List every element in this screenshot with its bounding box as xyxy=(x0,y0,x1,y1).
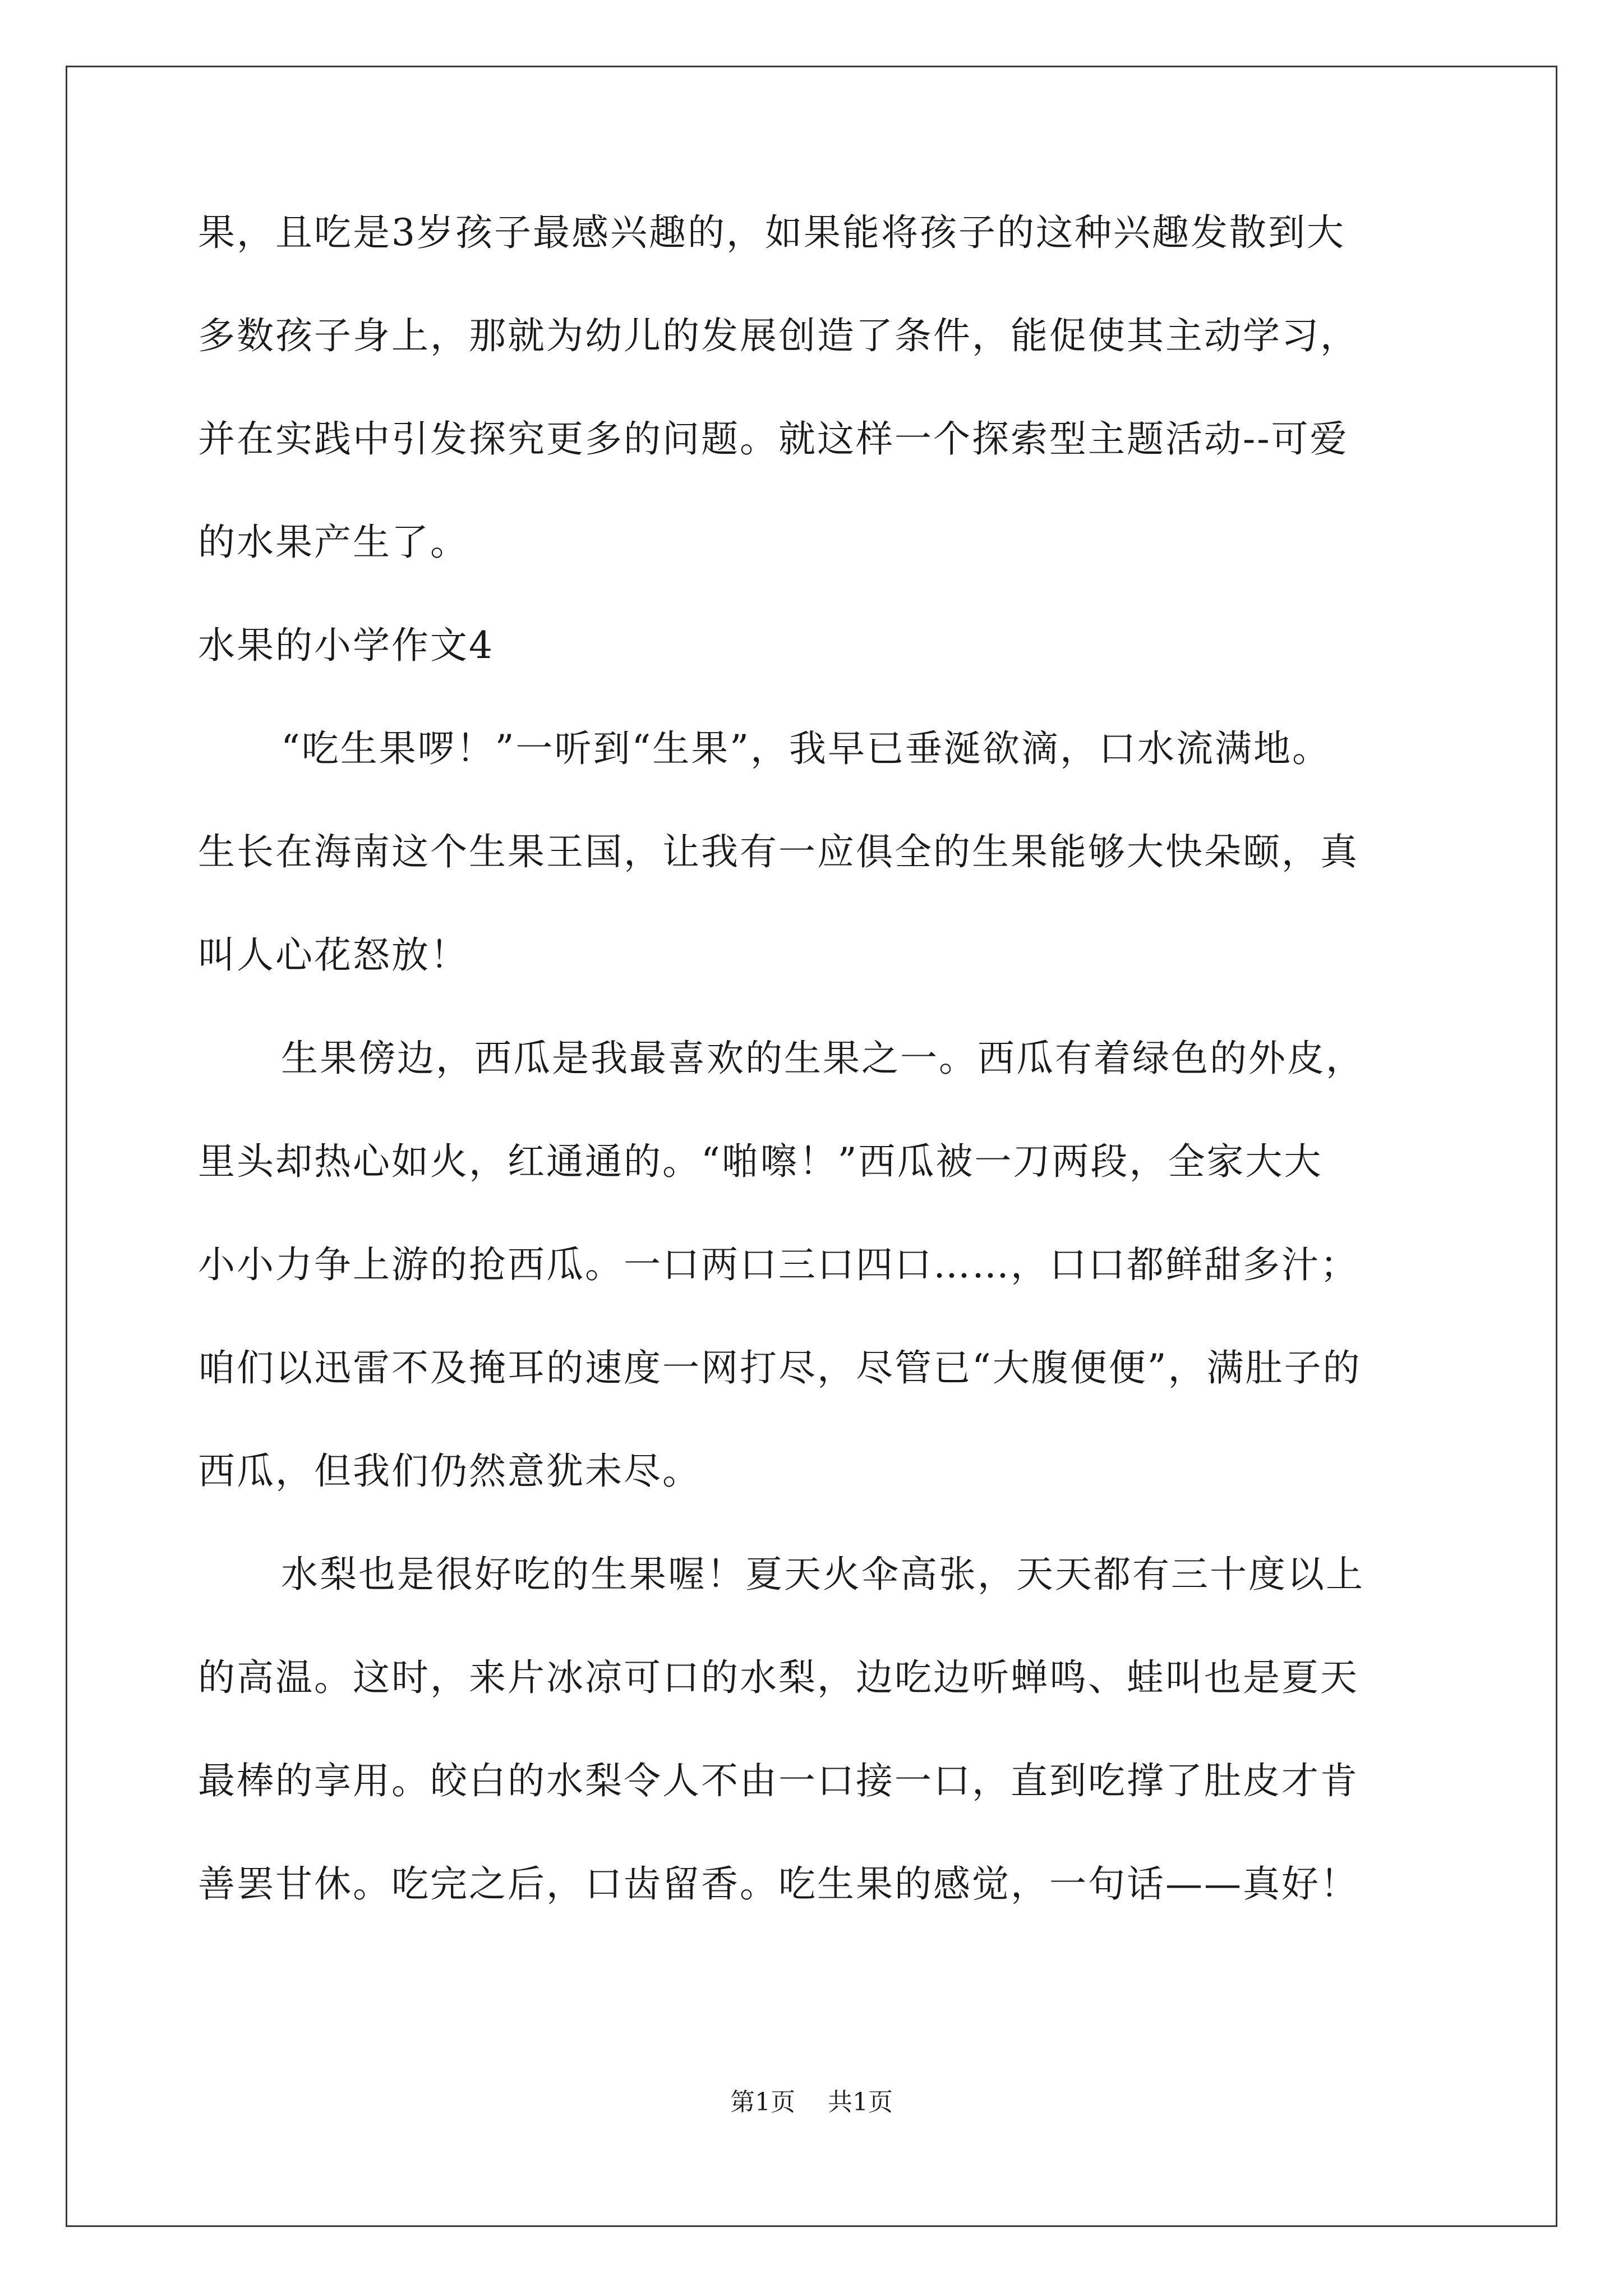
page-number-total: 共1页 xyxy=(828,2088,893,2116)
text-line: 并在实践中引发探究更多的问题。就这样一个探索型主题活动--可爱 xyxy=(198,417,1349,461)
section-heading: 水果的小学作文4 xyxy=(198,624,494,667)
page-footer xyxy=(0,2086,1623,2119)
paragraph-first-line: “吃生果啰！”一听到“生果”，我早已垂涎欲滴，口水流满地。 xyxy=(281,727,1331,770)
paragraph-first-line: 生果傍边，西瓜是我最喜欢的生果之一。西瓜有着绿色的外皮， xyxy=(281,1037,1364,1080)
text-line: 最棒的享用。皎白的水梨令人不由一口接一口，直到吃撑了肚皮才肯 xyxy=(198,1759,1359,1802)
text-line: 叫人心花怒放！ xyxy=(198,933,469,977)
text-line: 小小力争上游的抢西瓜。一口两口三口四口……，口口都鲜甜多汁； xyxy=(198,1243,1359,1286)
page-number-current: 第1页 xyxy=(730,2088,795,2116)
document-body xyxy=(198,208,1449,1962)
text-line: 生长在海南这个生果王国，让我有一应俱全的生果能够大快朵颐，真 xyxy=(198,830,1359,873)
text-line: 的高温。这时，来片冰凉可口的水梨，边吃边听蝉鸣、蛙叫也是夏天 xyxy=(198,1656,1359,1699)
paragraph-first-line: 水梨也是很好吃的生果喔！夏天火伞高张，天天都有三十度以上 xyxy=(281,1553,1364,1596)
text-line: 善罢甘休。吃完之后，口齿留香。吃生果的感觉，一句话——真好！ xyxy=(198,1862,1359,1906)
text-line: 的水果产生了。 xyxy=(198,521,469,564)
text-line: 里头却热心如火，红通通的。“啪嚓！”西瓜被一刀两段，全家大大 xyxy=(198,1140,1323,1183)
text-line: 多数孩子身上，那就为幼儿的发展创造了条件，能促使其主动学习， xyxy=(198,314,1359,357)
text-line: 果，且吃是3岁孩子最感兴趣的，如果能将孩子的这种兴趣发散到大 xyxy=(198,211,1345,254)
text-line: 西瓜，但我们仍然意犹未尽。 xyxy=(198,1450,701,1493)
text-line: 咱们以迅雷不及掩耳的速度一网打尽，尽管已“大腹便便”，满肚子的 xyxy=(198,1346,1362,1389)
